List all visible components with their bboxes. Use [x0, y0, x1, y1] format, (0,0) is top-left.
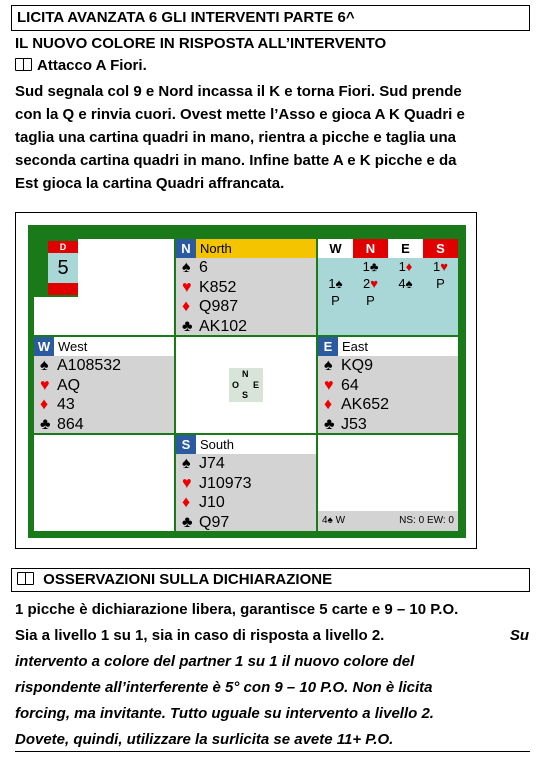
seat-badge: E [318, 337, 338, 356]
bid: 4♠ [398, 276, 413, 291]
diamonds-holding: J10 [199, 494, 225, 511]
bid-header-s: S [423, 239, 458, 258]
spade-icon: ♠ [182, 259, 191, 276]
page-title: LICITA AVANZATA 6 GLI INTERVENTI PARTE 6^ [11, 5, 530, 31]
spades-holding: KQ9 [341, 357, 374, 374]
obs-line: 1 picche è dichiarazione libera, garantisce 5 carte e 9 – 10 P.O. [15, 601, 459, 618]
player-name: East [342, 339, 369, 354]
board-number: 5 [48, 253, 78, 283]
score: NS: 0 EW: 0 [399, 515, 454, 526]
north-hand [176, 239, 316, 335]
east-hand [318, 337, 458, 433]
clubs-holding: J53 [341, 415, 367, 433]
bid-header-w: W [318, 239, 353, 258]
club-icon: ♣ [182, 513, 193, 531]
bid: P [331, 293, 340, 308]
seat-badge: S [176, 435, 196, 454]
lead-line [15, 57, 147, 74]
diamonds-holding: Q987 [199, 298, 239, 315]
player-name: North [200, 241, 232, 256]
player-name: West [58, 339, 88, 354]
section-title: OSSERVAZIONI SULLA DICHIARAZIONE [43, 571, 333, 588]
bid [318, 258, 353, 275]
play-line: Est gioca la cartina Quadri affrancata. [15, 175, 285, 192]
lead-text: Attacco A Fiori. [37, 57, 147, 74]
play-line: seconda cartina quadri in mano. Infine batte A e K picche e da [15, 152, 457, 169]
south-hand [176, 435, 316, 531]
bid: 1♦ [398, 259, 413, 274]
contract: 4♠ W [322, 515, 346, 526]
observations [15, 597, 535, 753]
bid: 2♥ [363, 276, 378, 291]
bid: P [366, 293, 375, 308]
bidding-table [318, 239, 458, 335]
play-line: con la Q e rinvia cuori. Ovest mette l’Asso e gioca A K Quadri e [15, 106, 465, 123]
seat-badge: N [176, 239, 196, 258]
club-icon: ♣ [324, 415, 335, 433]
spades-holding: J74 [199, 455, 225, 472]
bid: 1♥ [433, 259, 448, 274]
heart-icon: ♥ [324, 376, 334, 394]
hearts-holding: K852 [199, 278, 237, 296]
diamonds-holding: 43 [57, 396, 75, 413]
diamond-icon: ♦ [182, 494, 191, 511]
spade-icon: ♠ [324, 357, 333, 374]
bid: P [436, 276, 445, 291]
bid [388, 292, 423, 309]
spade-icon: ♠ [40, 357, 49, 374]
diamond-icon: ♦ [324, 396, 333, 413]
book-icon [17, 572, 35, 585]
bid [423, 292, 458, 309]
club-icon: ♣ [40, 415, 51, 433]
seat-badge: W [34, 337, 54, 356]
clubs-holding: Q97 [199, 513, 230, 531]
bridge-board [15, 212, 477, 549]
obs-line: Sia a livello 1 su 1, sia in caso di risposta a livello 2. Su [15, 627, 529, 644]
clubs-holding: AK102 [199, 317, 248, 335]
book-icon [15, 58, 33, 71]
hearts-holding: AQ [57, 376, 81, 394]
section-header [11, 568, 530, 592]
heart-icon: ♥ [182, 474, 192, 492]
obs-line: rispondente all’interferente è 5° con 9 – 10 P.O. Non è licita [15, 679, 433, 696]
heart-icon: ♥ [40, 376, 50, 394]
hearts-holding: J10973 [199, 474, 252, 492]
result-cell [318, 435, 458, 531]
empty-cell [34, 435, 174, 531]
spade-icon: ♠ [182, 455, 191, 472]
compass-icon: N O E S [229, 368, 263, 402]
spades-holding: 6 [199, 259, 208, 276]
bid: 1♣ [362, 259, 379, 274]
bid-header-e: E [388, 239, 423, 258]
center-cell [176, 337, 316, 433]
west-hand [34, 337, 174, 433]
play-description [15, 80, 535, 195]
diamond-icon: ♦ [40, 396, 49, 413]
club-icon: ♣ [182, 317, 193, 335]
obs-line: forcing, ma invitante. Tutto uguale su intervento a livello 2. [15, 705, 434, 722]
player-name: South [200, 437, 234, 452]
obs-line: Dovete, quindi, utilizzare la surlicita se avete 11+ P.O. [15, 731, 394, 748]
board-number-cell [34, 239, 174, 335]
play-line: taglia una cartina quadri in mano, rientra a picche e taglia una [15, 129, 456, 146]
clubs-holding: 864 [57, 415, 84, 433]
diamond-icon: ♦ [182, 298, 191, 315]
bid-header-n: N [353, 239, 388, 258]
subtitle: IL NUOVO COLORE IN RISPOSTA ALL’INTERVENTO [15, 35, 387, 52]
board-table [28, 225, 466, 538]
dealer-badge: D [48, 241, 78, 253]
hearts-holding: 64 [341, 376, 359, 394]
bid: 1♠ [328, 276, 343, 291]
diamonds-holding: AK652 [341, 396, 390, 413]
spades-holding: A108532 [57, 357, 122, 374]
heart-icon: ♥ [182, 278, 192, 296]
bottom-rule [15, 751, 530, 752]
obs-line: intervento a colore del partner 1 su 1 il nuovo colore del [15, 653, 415, 670]
play-line: Sud segnala col 9 e Nord incassa il K e torna Fiori. Sud prende [15, 83, 462, 100]
